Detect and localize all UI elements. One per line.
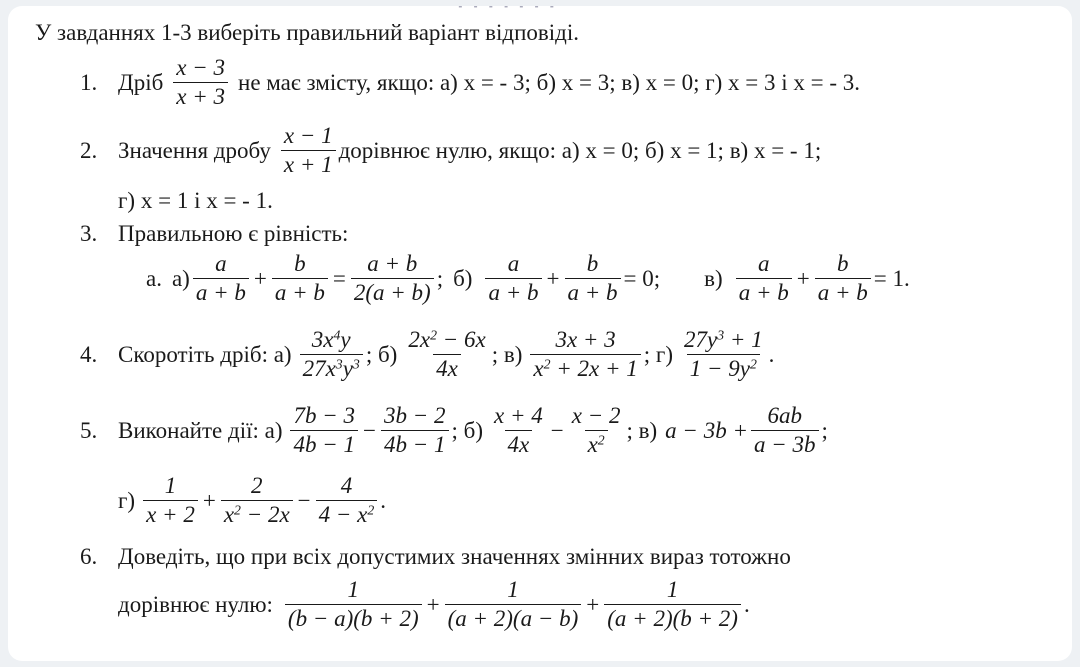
fraction: $\frac{1}{(a + 2)(b + 2)}$ [604, 578, 741, 631]
fraction: $\frac{2x^2 - 6x}{4x}$ [408, 327, 486, 382]
fraction: $\frac{4}{4 - x^2}$ [316, 474, 378, 527]
fraction: $\frac{x - 2}{x^2}$ [571, 403, 621, 458]
task-3-options: а. а) $\frac{a}{a + b}$ + $\frac{b}{a + b}$ = $\frac{a + b}{2(a + b)}$ ; б) $\frac{a}{a + b}$ + $\frac{b}{a + b}$ = 0; в) $\frac{a}{a + b}$ + $\frac{b}{a + b}$ = 1. [146, 251, 910, 306]
task-6-line-2: дорівнює нулю: $\frac{1}{(b - a)(b + 2)}$ + $\frac{1}{(a + 2)(a - b)}$ + $\frac{1}{(a + 2)(b + 2)}$ . [118, 577, 750, 632]
document [8, 6, 1072, 661]
fraction: $\frac{a}{a + b}$ [485, 252, 541, 305]
fraction: $\frac{27y^3 + 1}{1 - 9y^2}$ [683, 327, 763, 382]
intro-text: У завданнях 1-3 виберіть правильний варіант відповіді. [35, 20, 579, 45]
fraction: $\frac{x - 3}{x + 3}$ [173, 56, 228, 109]
fraction: $\frac{1}{(a + 2)(a - b)}$ [445, 578, 582, 631]
fraction: $\frac{a}{a + b}$ [736, 252, 792, 305]
task-3: 3. Правильною є рівність: [80, 221, 349, 246]
fraction: $\frac{2}{x^2 - 2x}$ [221, 474, 293, 527]
fraction: $\frac{1}{x + 2}$ [143, 474, 198, 527]
fraction: $\frac{a}{a + b}$ [193, 252, 249, 305]
fraction: $\frac{6ab}{a - 3b}$ [751, 404, 819, 457]
task-2: 2. Значення дробу $\frac{x - 1}{x + 1}$ дорівнює нулю, якщо: а) х = 0; б) х = 1; в) х = - 1; [80, 123, 822, 178]
fraction: $\frac{1}{(b - a)(b + 2)}$ [285, 578, 422, 631]
fraction: $\frac{b}{a + b}$ [815, 252, 871, 305]
task-4: 4. Скоротіть дріб: а) $\frac{3x^4y}{27x^3y^3}$ ; б) $\frac{2x^2 - 6x}{4x}$ ; в) $\frac{3x + 3}{x^2 + 2x + 1}$ ; г) $\frac{27y^3 + 1}{1 - 9y^2}$ . [80, 327, 775, 382]
page [8, 6, 1072, 661]
task-6: 6. Доведіть, що при всіх допустимих значеннях змінних вираз тотожно [80, 544, 791, 569]
fraction: $\frac{x + 4}{4x}$ [494, 403, 543, 458]
cropped-heading-fragment: ▪ ▪ ▪ ▪ ▪ ▪ ▪ [458, 6, 558, 10]
fraction: $\frac{3x^4y}{27x^3y^3}$ [300, 328, 363, 381]
task-2-line-2: г) х = 1 і х = - 1. [118, 188, 273, 213]
task-5-line-2: г) $\frac{1}{x + 2}$ + $\frac{2}{x^2 - 2x}$ − $\frac{4}{4 - x^2}$ . [118, 473, 387, 528]
fraction: $\frac{3b - 2}{4b - 1}$ [381, 404, 449, 457]
fraction: $\frac{3x + 3}{x^2 + 2x + 1}$ [530, 328, 640, 381]
task-5: 5. Виконайте дії: а) $\frac{7b - 3}{4b - 1}$ − $\frac{3b - 2}{4b - 1}$ ; б) $\frac{x + 4}{4x}$ − $\frac{x - 2}{x^2}$ ; в) a − 3b + $\frac{6ab}{a - 3b}$ ; [80, 403, 828, 458]
fraction: $\frac{b}{a + b}$ [272, 252, 328, 305]
fraction: $\frac{a + b}{2(a + b)}$ [351, 252, 434, 305]
task-1: 1. Дріб $\frac{x - 3}{x + 3}$ не має змісту, якщо: а) х = - 3; б) х = 3; в) х = 0; г) х = 3 і х = - 3. [80, 55, 861, 110]
fraction: $\frac{b}{a + b}$ [565, 252, 621, 305]
fraction: $\frac{x - 1}{x + 1}$ [281, 124, 336, 177]
fraction: $\frac{7b - 3}{4b - 1}$ [290, 404, 358, 457]
